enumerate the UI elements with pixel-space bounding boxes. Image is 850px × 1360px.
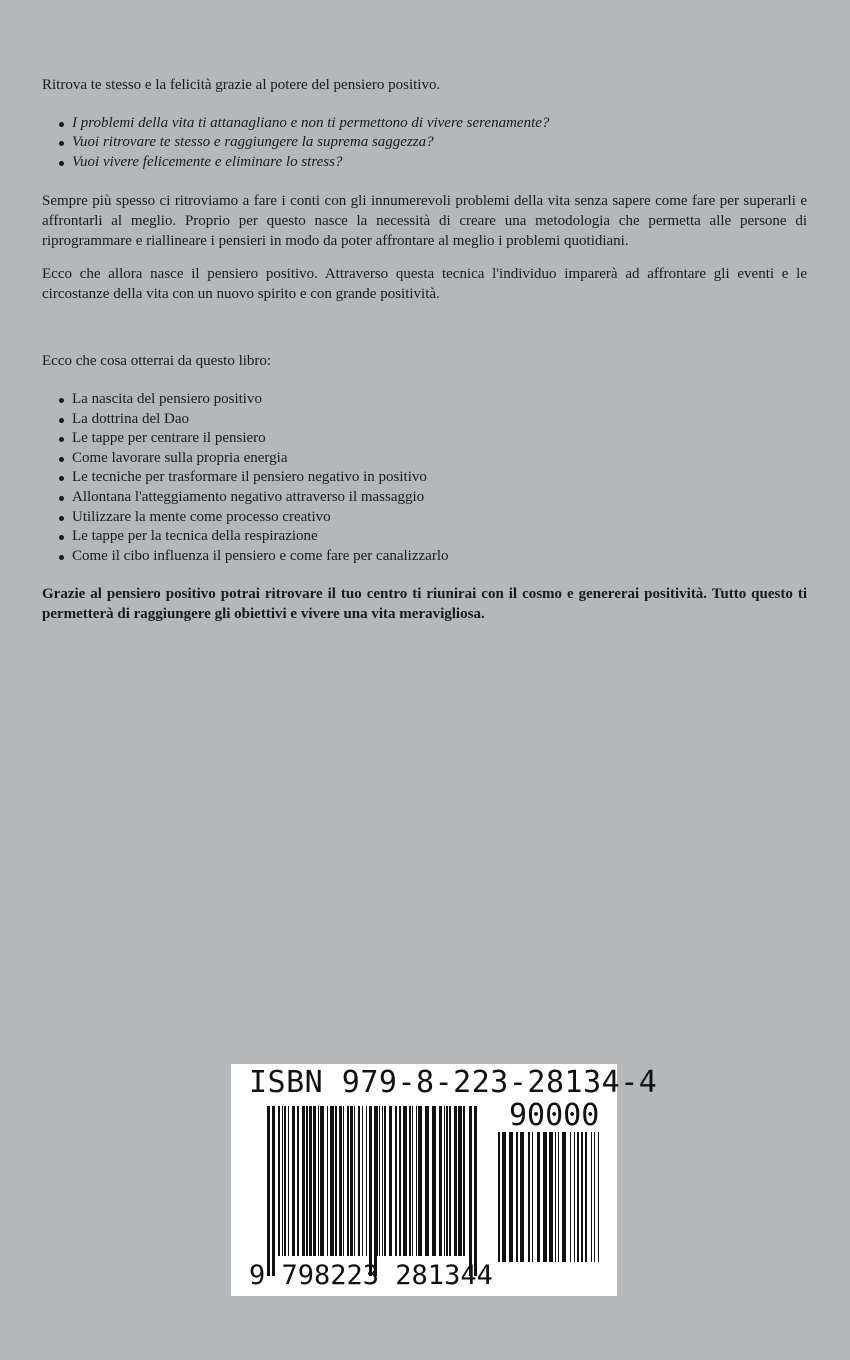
barcode-bar: [463, 1106, 465, 1256]
barcode-bar: [446, 1106, 448, 1256]
barcode-bar: [509, 1132, 513, 1262]
barcode-bar: [369, 1106, 372, 1276]
benefits-heading: Ecco che cosa otterrai da questo libro:: [42, 353, 272, 370]
barcode-bar: [581, 1132, 583, 1262]
barcode-bar: [382, 1106, 383, 1256]
barcode-bar: [516, 1132, 518, 1262]
barcode-bar: [362, 1106, 363, 1256]
barcode-bar: [469, 1106, 472, 1276]
benefit-item: Come lavorare sulla propria energia: [42, 449, 807, 469]
barcode-bar: [272, 1106, 275, 1276]
barcode-bar: [432, 1106, 436, 1256]
barcode-bar: [297, 1106, 299, 1256]
barcode-bar: [454, 1106, 457, 1256]
barcode-bar: [543, 1132, 547, 1262]
barcode-bar: [439, 1106, 442, 1256]
barcode-bar: [335, 1106, 337, 1256]
barcode-bar: [458, 1106, 462, 1256]
barcode-bar: [350, 1106, 353, 1256]
benefit-item: Utilizzare la mente come processo creativo: [42, 508, 807, 528]
question-item: Vuoi ritrovare te stesso e raggiungere la suprema saggezza?: [42, 133, 807, 153]
ean-digits: 9 798223 281344: [249, 1260, 493, 1291]
barcode-bar: [302, 1106, 305, 1256]
barcode-bar: [591, 1132, 592, 1262]
barcode-bar: [327, 1106, 328, 1256]
barcode-bar: [320, 1106, 324, 1256]
barcode-bar: [444, 1106, 445, 1256]
benefit-item: Allontana l'atteggiamento negativo attraverso il massaggio: [42, 488, 807, 508]
paragraph-positive-thinking: Ecco che allora nasce il pensiero positivo. Attraverso questa tecnica l'individuo imparerà ad affrontare gli eventi e le circostanze della vita con un nuovo spirito e con grande positività.: [42, 266, 807, 302]
barcode-bar: [306, 1106, 308, 1256]
barcode-bar: [292, 1106, 295, 1256]
barcode-bar: [574, 1132, 575, 1262]
benefit-item: Come il cibo influenza il pensiero e come fare per canalizzarlo: [42, 547, 807, 567]
benefit-item: Le tappe per centrare il pensiero: [42, 429, 807, 449]
barcode-bar: [409, 1106, 411, 1256]
barcode-bar: [558, 1132, 559, 1262]
paragraph-problems: Sempre più spesso ci ritroviamo a fare i conti con gli innumerevoli problemi della vita senza sapere come fare per superarli e affrontarli al meglio. Proprio per questo nasce la necessità di creare una metodologia che permetta alle persone di riprogrammare e riallineare i pensieri in modo da poter affrontare al meglio i problemi quotidiani.: [42, 193, 807, 249]
barcode-bar: [585, 1132, 587, 1262]
barcode-bar: [594, 1132, 595, 1262]
barcode-bar: [598, 1132, 599, 1262]
barcode-bar: [418, 1106, 422, 1256]
barcode-bar: [549, 1132, 553, 1262]
barcode-bar: [282, 1106, 283, 1256]
benefit-item: Le tecniche per trasformare il pensiero negativo in positivo: [42, 468, 807, 488]
barcode-bar: [267, 1106, 270, 1276]
barcode-bar: [555, 1132, 556, 1262]
barcode-bar: [474, 1106, 477, 1276]
benefits-list: [42, 390, 807, 566]
barcode-bar: [412, 1106, 413, 1256]
barcode-bar: [354, 1106, 355, 1256]
barcode-bar: [318, 1106, 319, 1256]
benefit-item: La dottrina del Dao: [42, 410, 807, 430]
price-code: 90000: [509, 1098, 600, 1133]
isbn-barcode: [231, 1064, 658, 1296]
barcode-bar: [520, 1132, 524, 1262]
barcode-bar: [425, 1106, 429, 1256]
back-cover-text: [42, 76, 807, 638]
isbn-label: ISBN 979-8-223-28134-4: [249, 1065, 658, 1100]
barcode-bar: [498, 1132, 500, 1262]
closing-statement: Grazie al pensiero positivo potrai ritrovare il tuo centro ti riunirai con il cosmo e genererai positività. Tutto questo ti permetterà di raggiungere gli obiettivi e vivere una vita meravigliosa.: [42, 586, 807, 622]
barcode-bar: [379, 1106, 380, 1256]
barcode-bar: [577, 1132, 579, 1262]
barcode-bar: [347, 1106, 349, 1256]
barcode-bar: [288, 1106, 289, 1256]
benefit-item: Le tappe per la tecnica della respirazione: [42, 527, 807, 547]
barcode-bar: [416, 1106, 417, 1256]
barcode-bar: [570, 1132, 571, 1262]
barcode-bar: [366, 1106, 367, 1256]
barcode-bar: [309, 1106, 312, 1256]
barcode-bar: [374, 1106, 377, 1276]
barcode-bar: [502, 1132, 506, 1262]
barcode-bar: [562, 1132, 566, 1262]
barcode-bar: [284, 1106, 286, 1256]
barcode-bar: [330, 1106, 334, 1256]
benefit-item: La nascita del pensiero positivo: [42, 390, 807, 410]
barcode-bar: [339, 1106, 342, 1256]
barcode-bar: [395, 1106, 397, 1256]
barcode-bar: [313, 1106, 316, 1256]
barcode-bar: [384, 1106, 386, 1256]
question-item: I problemi della vita ti attanagliano e non ti permettono di vivere serenamente?: [42, 114, 807, 134]
barcode-bar: [528, 1132, 530, 1262]
barcode-bar: [389, 1106, 392, 1256]
barcode-bar: [343, 1106, 344, 1256]
barcode-bar: [399, 1106, 401, 1256]
barcode-bar: [532, 1132, 533, 1262]
question-item: Vuoi vivere felicemente e eliminare lo stress?: [42, 153, 807, 173]
questions-list: [42, 114, 807, 173]
barcode-bar: [278, 1106, 280, 1256]
barcode-bar: [537, 1132, 540, 1262]
barcode-bar: [358, 1106, 360, 1256]
intro-line: Ritrova te stesso e la felicità grazie al potere del pensiero positivo.: [42, 77, 441, 93]
barcode-bar: [449, 1106, 451, 1256]
barcode-bar: [403, 1106, 407, 1256]
